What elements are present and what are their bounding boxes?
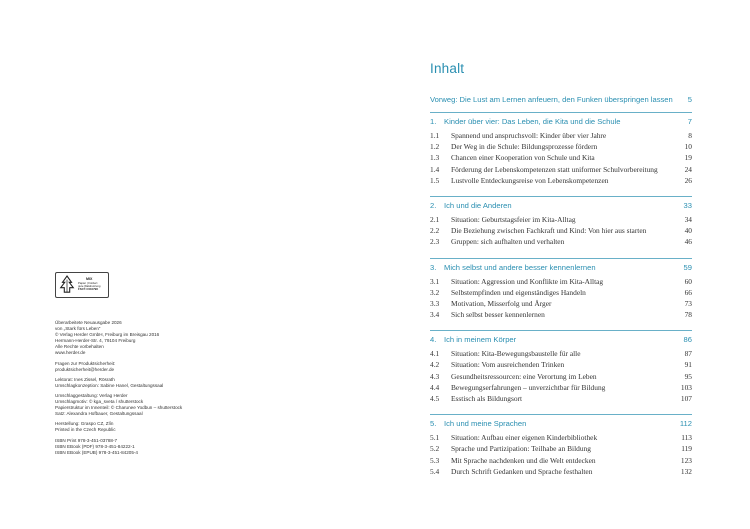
toc-section-heading[interactable] bbox=[430, 200, 692, 211]
toc-entry-title: Motivation, Misserfolg und Ärger bbox=[451, 298, 552, 308]
section-divider bbox=[430, 258, 692, 259]
imprint-block bbox=[55, 361, 285, 373]
toc-section-page: 7 bbox=[687, 117, 692, 126]
toc-prologue-title: Vorweg: Die Lust am Lernen anfeuern, den Funken überspringen lassen bbox=[430, 95, 673, 104]
toc-entry-page: 113 bbox=[681, 433, 692, 443]
section-divider bbox=[430, 330, 692, 331]
toc-entry[interactable] bbox=[430, 309, 692, 320]
toc-entry[interactable] bbox=[430, 359, 692, 370]
toc-entry-page: 46 bbox=[684, 237, 692, 247]
fsc-line-1: Papier | Fördert bbox=[78, 280, 98, 285]
imprint-line: Umschlagmotiv: © kga_sveta / shutterstock bbox=[55, 399, 144, 405]
imprint-line: ISBN EBook (EPUB) 978-3-451-84205-4 bbox=[55, 449, 138, 455]
toc-section-page: 86 bbox=[683, 335, 692, 345]
imprint-line: www.herder.de bbox=[55, 350, 86, 356]
toc-entry[interactable] bbox=[430, 225, 692, 236]
fsc-mix-label: MIX bbox=[86, 277, 93, 282]
imprint-line: Hermann-Herder-Str. 4, 79104 Freiburg bbox=[55, 338, 136, 344]
toc-entry-number: 3.3 bbox=[430, 298, 440, 308]
toc-entry-title: Förderung der Lebenskompetenzen statt uniformer Schulvorbereitung bbox=[451, 164, 658, 174]
toc-section-heading[interactable] bbox=[430, 116, 692, 127]
toc-entry-page: 132 bbox=[680, 466, 692, 476]
imprint-line: Alle Rechte vorbehalten bbox=[55, 344, 104, 350]
toc-entry[interactable] bbox=[430, 371, 692, 382]
toc-entry-title: Mit Sprache nachdenken und die Welt entdecken bbox=[451, 455, 596, 465]
imprint-line: Umschlaggestaltung: Verlag Herder bbox=[55, 392, 128, 398]
toc-section-heading[interactable] bbox=[430, 334, 692, 345]
toc-entry-title: Situation: Geburtstagsfeier im Kita-Alltag bbox=[451, 214, 576, 224]
toc-entry-page: 60 bbox=[684, 276, 692, 286]
fsc-text bbox=[78, 278, 100, 291]
toc-section-title: Ich und die Anderen bbox=[444, 200, 512, 210]
toc-entry[interactable] bbox=[430, 130, 692, 141]
toc-section-title: Ich und meine Sprachen bbox=[444, 419, 527, 429]
toc-entry-page: 87 bbox=[684, 349, 692, 359]
imprint-line: Fragen zur Produktsicherheit: bbox=[55, 360, 116, 366]
toc-entry-page: 8 bbox=[688, 131, 692, 140]
imprint bbox=[55, 320, 285, 460]
toc-entry-number: 1.1 bbox=[430, 131, 440, 140]
toc-entry-title: Situation: Kita-Bewegungsbaustelle für alle bbox=[451, 349, 581, 359]
toc-entry-title: Lustvolle Entdeckungsreise von Lebenskompetenzen bbox=[451, 175, 609, 185]
toc-prologue-entry[interactable] bbox=[430, 94, 692, 105]
toc-entry-title: Situation: Aufbau einer eigenen Kinderbibliothek bbox=[451, 433, 598, 443]
toc-entry-number: 5.2 bbox=[430, 444, 440, 454]
imprint-block bbox=[55, 438, 285, 456]
toc-section-heading[interactable] bbox=[430, 418, 692, 429]
toc-section-number: 5. bbox=[430, 419, 437, 429]
spacer bbox=[430, 105, 692, 112]
imprint-line: © Verlag Herder GmbH, Freiburg im Breisgau 2016 bbox=[55, 332, 160, 338]
toc-section-number: 1. bbox=[430, 117, 437, 126]
toc-entry-page: 26 bbox=[684, 175, 692, 185]
toc-entry[interactable] bbox=[430, 466, 692, 477]
toc-section-number: 2. bbox=[430, 200, 437, 210]
toc-entry[interactable] bbox=[430, 164, 692, 175]
toc-entry[interactable] bbox=[430, 214, 692, 225]
toc-entry[interactable] bbox=[430, 393, 692, 404]
toc-entry-number: 4.1 bbox=[430, 349, 440, 359]
toc-section-title: Kinder über vier: Das Leben, die Kita und die Schule bbox=[444, 117, 621, 126]
toc-entry-title: Die Beziehung zwischen Fachkraft und Kind: Von hier aus starten bbox=[451, 226, 647, 236]
toc-entry[interactable] bbox=[430, 175, 692, 186]
toc-entry-number: 1.3 bbox=[430, 153, 440, 163]
imprint-line: produktsicherheit@herder.de bbox=[55, 366, 115, 372]
toc-entry-page: 10 bbox=[684, 142, 692, 152]
toc-entry-number: 4.2 bbox=[430, 360, 440, 370]
section-divider bbox=[430, 196, 692, 197]
toc-section-page: 33 bbox=[683, 200, 692, 210]
imprint-block bbox=[55, 320, 285, 357]
toc-entry-page: 73 bbox=[684, 298, 692, 308]
table-of-contents bbox=[430, 94, 692, 487]
imprint-line: Umschlagkonzeption: Sabine Hanel, Gestaltungssaal bbox=[55, 382, 164, 388]
imprint-line: Überarbeitete Neuausgabe 2026 bbox=[55, 320, 122, 325]
toc-section-heading[interactable] bbox=[430, 262, 692, 273]
toc-entry-title: Spannend und anspruchsvoll: Kinder über vier Jahre bbox=[451, 131, 607, 140]
toc-entry[interactable] bbox=[430, 432, 692, 443]
imprint-line: Papierstruktur im Innenteil: © Charunee Yodbun – shutterstock bbox=[55, 405, 183, 411]
toc-entry-number: 5.4 bbox=[430, 466, 440, 476]
toc-entry-title: Der Weg in die Schule: Bildungsprozesse fördern bbox=[451, 142, 598, 152]
toc-entry[interactable] bbox=[430, 141, 692, 152]
imprint-block bbox=[55, 421, 285, 433]
toc-entry-page: 123 bbox=[680, 455, 692, 465]
section-divider bbox=[430, 112, 692, 113]
toc-entry-number: 3.1 bbox=[430, 276, 440, 286]
toc-entry-number: 5.1 bbox=[430, 433, 440, 443]
toc-entry-page: 119 bbox=[681, 444, 692, 454]
toc-entry[interactable] bbox=[430, 382, 692, 393]
imprint-line: Printed in the Czech Republic bbox=[55, 427, 116, 433]
toc-prologue-page: 5 bbox=[687, 95, 692, 104]
toc-entry[interactable] bbox=[430, 443, 692, 454]
imprint-line: von „Stark fürs Leben“ bbox=[55, 326, 101, 332]
toc-section-number: 4. bbox=[430, 335, 437, 345]
imprint-block bbox=[55, 393, 285, 417]
toc-entry[interactable] bbox=[430, 276, 692, 287]
toc-entry-number: 2.1 bbox=[430, 214, 440, 224]
toc-entry-number: 1.4 bbox=[430, 164, 440, 174]
imprint-line: Herstellung: Graspo CZ, Zlín bbox=[55, 421, 114, 427]
spacer bbox=[430, 482, 692, 487]
toc-entry-page: 19 bbox=[684, 153, 692, 163]
toc-section-title: Ich in meinem Körper bbox=[444, 335, 517, 345]
toc-entry-page: 107 bbox=[680, 394, 692, 403]
toc-entry-page: 40 bbox=[684, 226, 692, 236]
toc-entry-title: Situation: Aggression und Konflikte im Kita-Alltag bbox=[451, 276, 604, 286]
imprint-line: Lektorat: Ines Zissel, Rösrath bbox=[55, 376, 115, 382]
toc-entry-page: 34 bbox=[684, 214, 692, 224]
toc-entry-page: 78 bbox=[684, 310, 692, 320]
toc-entry-page: 66 bbox=[684, 287, 692, 297]
toc-entry[interactable] bbox=[430, 298, 692, 309]
toc-entry-title: Gesundheitsressourcen: eine Verortung im Leben bbox=[451, 371, 597, 381]
toc-entry-number: 3.2 bbox=[430, 287, 440, 297]
section-divider bbox=[430, 414, 692, 415]
toc-entry-number: 3.4 bbox=[430, 310, 440, 320]
toc-entry-title: Esstisch als Bildungsort bbox=[451, 394, 523, 403]
fsc-tree-icon bbox=[58, 275, 76, 295]
imprint-line: ISBN EBook (PDF) 978-3-451-84222-1 bbox=[55, 443, 135, 449]
toc-entry-number: 2.2 bbox=[430, 226, 440, 236]
toc-entry-page: 24 bbox=[684, 164, 692, 174]
toc-section-page: 59 bbox=[683, 262, 692, 272]
toc-section-number: 3. bbox=[430, 262, 437, 272]
toc-entry-title: Situation: Vom ausreichenden Trinken bbox=[451, 360, 565, 370]
toc-entry-page: 91 bbox=[684, 360, 692, 370]
toc-entry-title: Durch Schrift Gedanken und Sprache festhalten bbox=[451, 466, 593, 476]
toc-title: Inhalt bbox=[430, 61, 465, 76]
toc-entry-number: 2.3 bbox=[430, 237, 440, 247]
toc-entry-number: 5.3 bbox=[430, 455, 440, 465]
toc-entry-title: Bewegungserfahrungen – unverzichtbar für Bildung bbox=[451, 382, 606, 392]
toc-entry-title: Chancen einer Kooperation von Schule und Kita bbox=[451, 153, 595, 163]
toc-entry-title: Sich selbst besser kennenlernen bbox=[451, 310, 545, 320]
toc-entry[interactable] bbox=[430, 287, 692, 298]
toc-entry-title: Sprache und Partizipation: Teilhabe an Bildung bbox=[451, 444, 591, 454]
toc-entry-number: 1.5 bbox=[430, 175, 440, 185]
imprint-line: Satz: Alexandra Hofbauer, Gestaltungssaal bbox=[55, 411, 143, 417]
toc-entry-title: Selbstempfinden und eigenständiges Handeln bbox=[451, 287, 586, 297]
imprint-line: ISBN Print 978-3-451-03788-7 bbox=[55, 437, 118, 443]
fsc-line-2: gute Waldnutzung bbox=[78, 284, 101, 288]
toc-entry-number: 4.4 bbox=[430, 382, 440, 392]
fsc-logo bbox=[55, 272, 109, 298]
toc-entry[interactable] bbox=[430, 152, 692, 163]
toc-entry-page: 103 bbox=[680, 382, 692, 392]
fsc-code: FSC® C010798 bbox=[78, 287, 98, 292]
toc-entry-number: 1.2 bbox=[430, 142, 440, 152]
toc-entry[interactable] bbox=[430, 236, 692, 247]
toc-entry-number: 4.3 bbox=[430, 371, 440, 381]
toc-entry[interactable] bbox=[430, 455, 692, 466]
toc-section-page: 112 bbox=[679, 419, 692, 429]
toc-entry-page: 95 bbox=[684, 371, 692, 381]
toc-entry-number: 4.5 bbox=[430, 394, 440, 403]
toc-section-title: Mich selbst und andere besser kennenlernen bbox=[444, 262, 596, 272]
toc-entry-title: Gruppen: sich aufhalten und verhalten bbox=[451, 237, 565, 247]
toc-entry[interactable] bbox=[430, 348, 692, 359]
imprint-block bbox=[55, 377, 285, 389]
